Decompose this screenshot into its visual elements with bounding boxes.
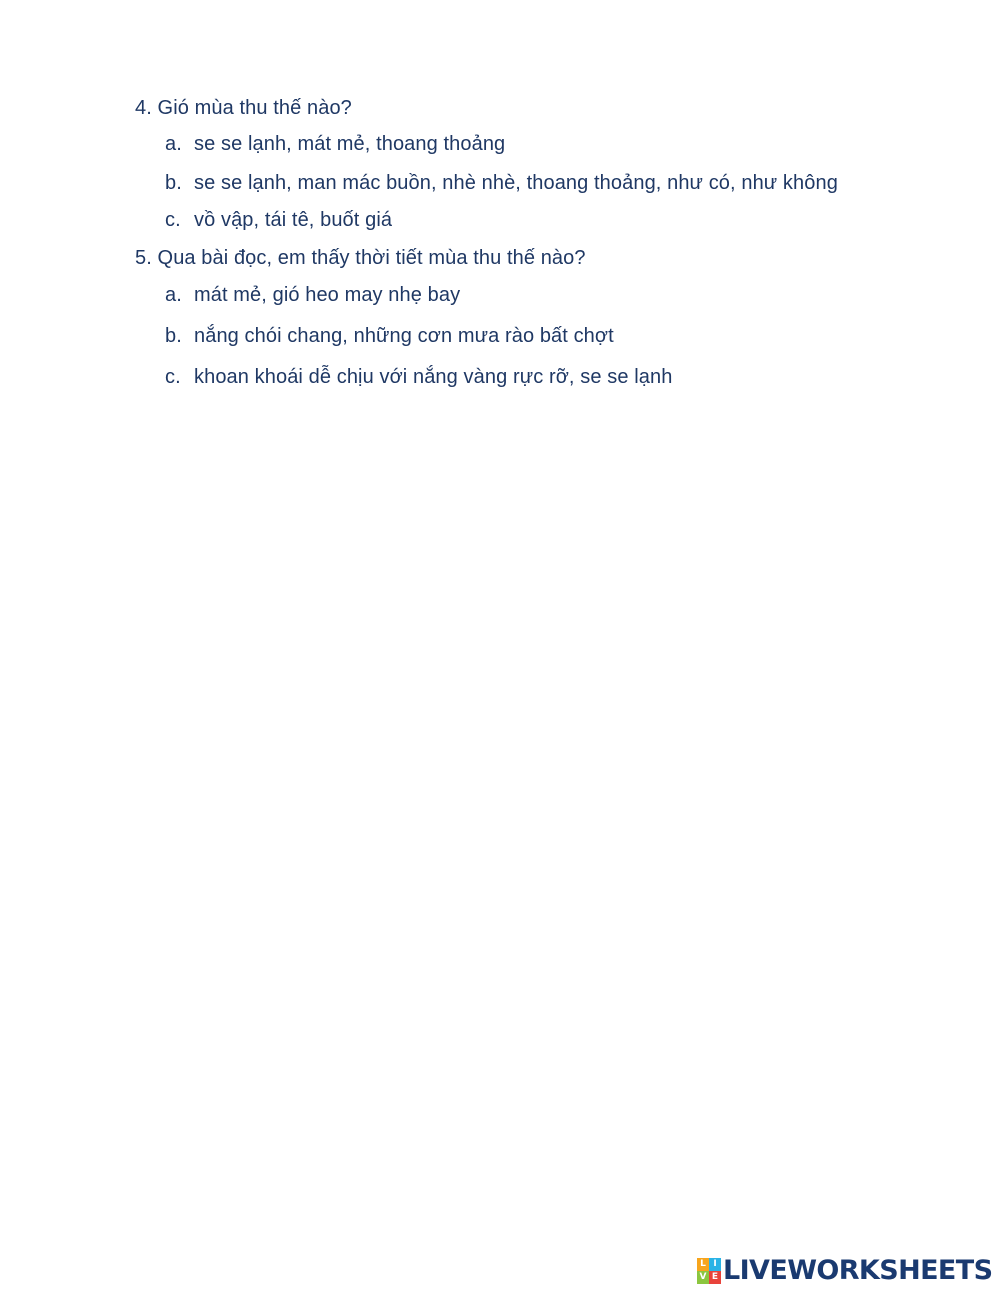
question-5: 5. Qua bài đọc, em thấy thời tiết mùa thu thế nào? xyxy=(135,247,586,269)
option-text: nắng chói chang, những cơn mưa rào bất chợt xyxy=(194,325,614,347)
option-text: se se lạnh, man mác buồn, nhè nhè, thoang thoảng, như có, như không xyxy=(194,172,838,194)
option-text: khoan khoái dễ chịu với nắng vàng rực rỡ, se se lạnh xyxy=(194,366,673,388)
option-letter: a. xyxy=(165,133,182,155)
logo-icon-letter: V xyxy=(697,1271,709,1284)
liveworksheets-logo-icon xyxy=(697,1258,721,1284)
logo-icon-letter: I xyxy=(709,1258,721,1271)
question-4-option-a[interactable] xyxy=(165,132,505,156)
logo-icon-letter: E xyxy=(709,1271,721,1284)
question-5-option-a[interactable] xyxy=(165,283,460,307)
question-4: 4. Gió mùa thu thế nào? xyxy=(135,97,352,119)
option-letter: a. xyxy=(165,284,182,306)
logo-text: LIVEWORKSHEETS xyxy=(723,1255,993,1286)
option-letter: b. xyxy=(165,325,182,347)
question-5-option-b[interactable] xyxy=(165,324,614,348)
liveworksheets-logo[interactable] xyxy=(697,1256,992,1286)
question-4-option-b[interactable] xyxy=(165,171,838,195)
option-text: mát mẻ, gió heo may nhẹ bay xyxy=(194,284,461,306)
logo-icon-letter: L xyxy=(697,1258,709,1271)
option-letter: c. xyxy=(165,366,181,388)
question-4-option-c[interactable] xyxy=(165,208,392,232)
option-text: vồ vập, tái tê, buốt giá xyxy=(194,209,393,231)
option-text: se se lạnh, mát mẻ, thoang thoảng xyxy=(194,133,506,155)
option-letter: c. xyxy=(165,209,181,231)
question-5-option-c[interactable] xyxy=(165,365,672,389)
option-letter: b. xyxy=(165,172,182,194)
